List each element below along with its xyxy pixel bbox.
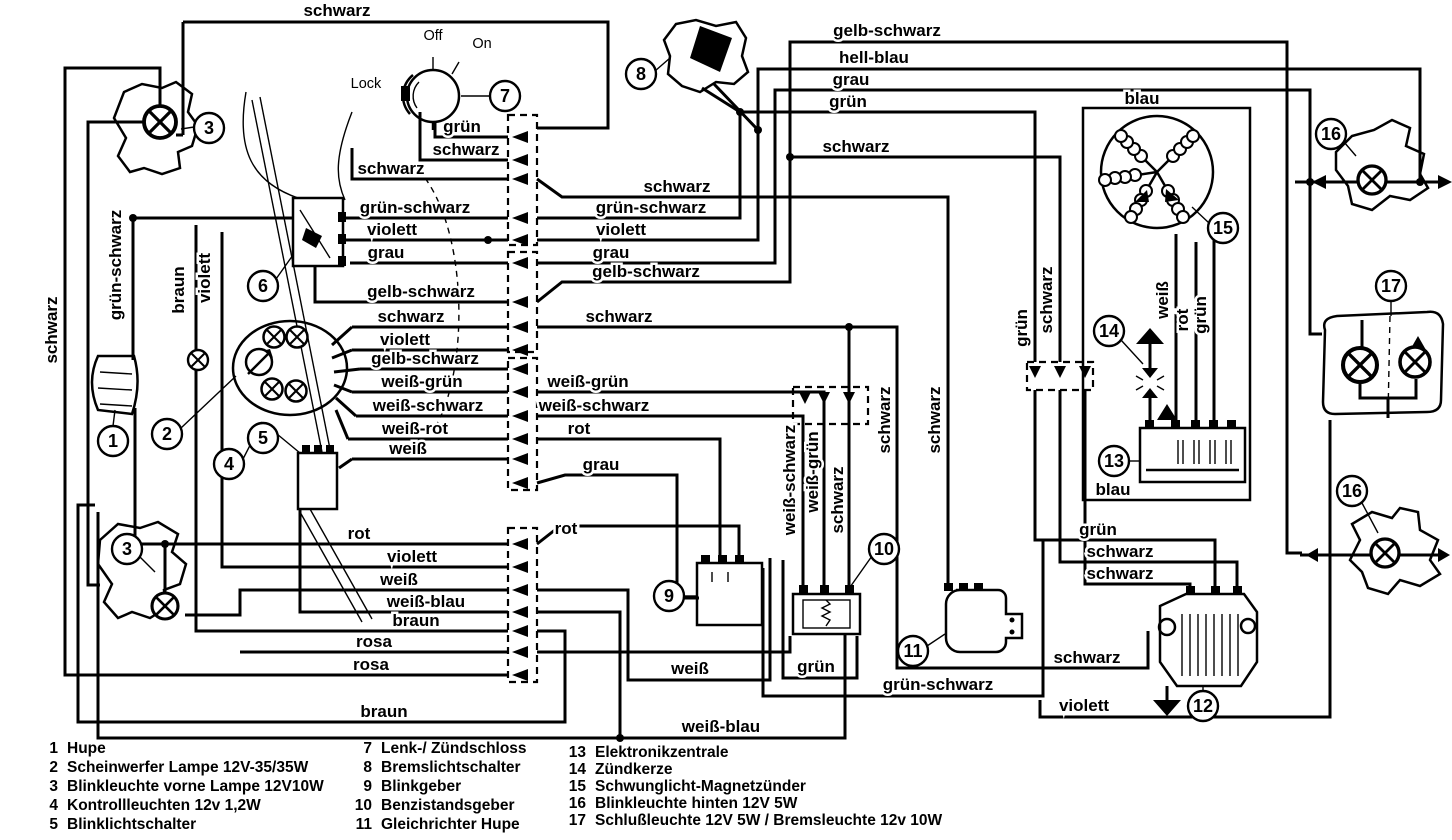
wire-label: schwarz [925,386,944,454]
lamp-icon [144,106,176,138]
component-number: 3 [121,539,133,559]
legend-text: Hupe [67,740,106,757]
legend-text: Blinkgeber [381,778,462,795]
flasher-relay [697,555,762,625]
lamp-icon [262,379,283,400]
wire-label: gelb-schwarz [367,282,475,301]
wire-label: violett [366,220,418,239]
component-number: 8 [635,64,647,84]
wire-label: blau [1095,480,1131,499]
lamp-icon [1400,347,1430,377]
wire-label: blau [1124,89,1160,108]
legend-text: Schwunglicht-Magnetzünder [595,778,806,795]
wire-label: weiß-grün [381,372,463,391]
rectifier [944,583,1022,652]
wire-label: gelb-schwarz [371,349,479,368]
wire-label: braun [360,702,408,721]
legend-text: Blinkleuchte hinten 12V 5W [595,795,798,812]
component-number: 6 [257,276,269,296]
lamp-icon [287,327,308,348]
cdi-unit [1140,404,1245,482]
fuel-level-sender [793,585,860,634]
wire-label: rot [554,519,578,538]
rear-turn-signal-top [1336,120,1428,210]
wire-label: weiß-grün [803,431,822,513]
switch-pos-off: Off [423,28,443,44]
wire-label: weiß-blau [681,717,761,736]
wire-label: grau [582,455,620,474]
wire-label: violett [386,547,438,566]
wire-label: weiß [1153,281,1172,319]
legend-number: 10 [354,797,372,814]
wire-label: weiß-schwarz [372,396,484,415]
wire-label: schwarz [357,159,425,178]
component-number: 12 [1192,696,1214,716]
wire-label: weiß-schwarz [780,424,799,536]
legend-number: 17 [568,812,586,829]
component-number: 15 [1212,218,1234,238]
terminal-text-marks [1178,440,1231,464]
legend-number: 11 [355,816,372,833]
wire-label: schwarz [303,1,371,20]
wire-label: gelb-schwarz [833,21,941,40]
wire-label: schwarz [42,296,61,364]
lamp-icon [1343,348,1377,382]
wire-label: hell-blau [839,48,909,67]
rear-turn-signal-bottom [1350,508,1440,594]
wire-label: violett [379,330,431,349]
wire-label: schwarz [432,140,500,159]
switch-pos-on: On [472,36,492,52]
wire-label: grün [1191,296,1210,334]
wire-label: weiß [380,570,418,589]
legend-text: Zündkerze [595,761,673,778]
ground-arrow-icon [1153,700,1181,716]
legend-number: 14 [568,761,586,778]
wire-label: grau [592,243,630,262]
component-number: 16 [1320,124,1342,144]
wire-label: grün [829,92,867,111]
component-number: 7 [499,86,511,106]
turn-signal-switch-block [298,445,337,509]
legend-number: 16 [568,795,586,812]
component-number: 9 [663,586,675,606]
switch-pos-lock: Lock [350,76,382,92]
legend-number: 5 [49,816,58,833]
legend-text: Lenk-/ Zündschloss [381,740,527,757]
wire-label: rot [347,524,371,543]
wire-label: rosa [353,655,389,674]
legend-number: 13 [568,744,586,761]
sketch-lines [113,58,1391,691]
tail-light [1323,312,1443,416]
heatsink-fins [1182,614,1238,676]
speedo-lamp-icon [188,350,208,370]
wire-label: grün [1012,309,1031,347]
legend-number: 9 [363,778,372,795]
legend-text: Gleichrichter Hupe [381,816,520,833]
lamp-icon [286,381,307,402]
wire-label: rot [1173,308,1192,332]
component-number: 2 [161,424,173,444]
legend-number: 4 [49,797,58,814]
wire-label: schwarz [1037,266,1056,334]
wire-label: grün-schwarz [106,209,125,321]
wire-label: grün-schwarz [359,198,471,217]
component-number: 3 [203,118,215,138]
wire-label: schwarz [1053,648,1121,667]
legend-number: 1 [49,740,58,757]
lamp-icon [152,593,178,619]
component-number: 14 [1098,321,1120,341]
wire-label: weiß-rot [381,419,449,438]
front-turn-signal-bottom [98,522,186,619]
component-number: 1 [107,431,119,451]
wire-label: violett [195,252,214,304]
wire-label: grau [832,70,870,89]
wire-label: rosa [356,632,392,651]
legend-text: Elektronikzentrale [595,744,729,761]
legend-text: Kontrollleuchten 12v 1,2W [67,797,261,814]
wire-label: weiß [671,659,709,678]
wire-label: braun [169,266,188,314]
handlebar-switch-block [293,198,346,266]
wire-label: violett [595,220,647,239]
wire-label: schwarz [822,137,890,156]
wire-label: grün [1079,520,1117,539]
wire-label: gelb-schwarz [592,262,700,281]
wire-label: schwarz [643,177,711,196]
wire-label: grün-schwarz [595,198,707,217]
horn [92,356,138,414]
legend-text: Scheinwerfer Lampe 12V-35/35W [67,759,309,776]
wire-label: grün [797,657,835,676]
legend-text: Bremslichtschalter [381,759,521,776]
component-number: 13 [1103,451,1125,471]
headlight-and-control-lights [188,321,347,415]
legend-number: 8 [363,759,372,776]
brake-light-switch [664,20,748,92]
legend-text: Blinkleuchte vorne Lampe 12V10W [67,778,324,795]
component-number: 17 [1380,276,1402,296]
wire-label: grau [367,243,405,262]
wire-label: violett [1058,696,1110,715]
wire-label: schwarz [585,307,653,326]
legend-number: 2 [49,759,58,776]
lamp-icon [1358,166,1386,194]
legend-number: 15 [568,778,586,795]
wire-label: schwarz [377,307,445,326]
wire-label: weiß-schwarz [538,396,650,415]
legend-number: 3 [49,778,58,795]
wire-label: schwarz [828,466,847,534]
ground-arrow-icon [1136,328,1164,344]
wire-label: weiß-blau [386,592,466,611]
wire-label: schwarz [1086,564,1154,583]
legend-text: Blinklichtschalter [67,816,197,833]
legend [49,740,942,833]
component-number: 10 [873,539,895,559]
lamp-icon [1371,539,1399,567]
legend-number: 7 [363,740,372,757]
component-number: 16 [1341,481,1363,501]
lamp-icon [264,327,285,348]
wire-label: rot [567,419,591,438]
wire-label: schwarz [1086,542,1154,561]
legend-text: Schlußleuchte 12V 5W / Bremsleuchte 12v 10W [595,812,943,829]
wire-label: grün-schwarz [882,675,994,694]
component-number: 11 [903,641,923,661]
wire-label: schwarz [875,386,894,454]
wire-label: weiß-grün [547,372,629,391]
component-number: 5 [257,428,269,448]
wire-label: grün [443,117,481,136]
component-number: 4 [223,454,235,474]
wire-label: braun [392,611,440,630]
wire-label: weiß [389,439,427,458]
legend-text: Benzistandsgeber [381,797,515,814]
